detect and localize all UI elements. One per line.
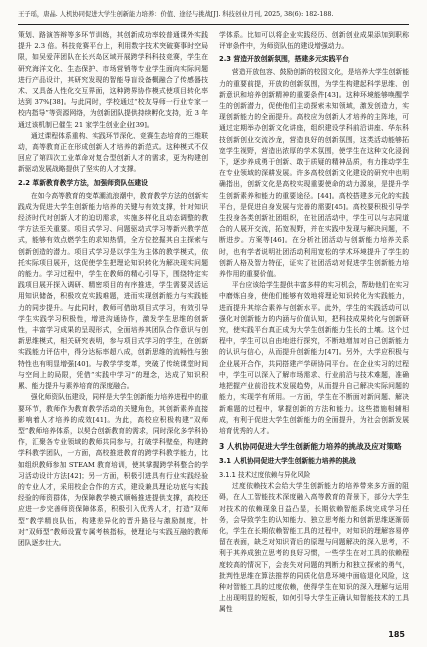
page-number: 185 [388, 630, 405, 639]
body-paragraph: 强化师资队伍建设，同样是大学生创新能力培养进程中的重要环节，教师作为教育教学活动的关键角色，其创新素养直接影响着人才培养的成效[41]。为此，高校应积极构建“双师型”教师培养体系，以契合创新教育的需求，同时深化多学科协作，汇聚各专业领域的教师共同参与，打破学科壁垒，构建跨学科教学团队，一方面，高校推进教育的跨学科教学能力，比如组织教师参加 STEAM 教育培训，使其掌握跨学科整合的学习活动设计方法[42]；另一方面，积极引进具有行业实践经验的专业人才，采用校企合作的方式，建设兼具理论功底与实践经验的师资群体，为保障教学模式顺畅推进提供支撑，高校还应进一步完善师资保障体系，积极引入优秀人才，打造“双师型”教学精良队伍，构建差异化的晋升路径与激励制度，针对“双师型”教师设置专属考核指标，使理论与实践互融的教师团队逐步壮大。 [18, 393, 208, 547]
subsection-heading: 2.3 营造开放创新氛围，搭建多元实践平台 [219, 55, 349, 64]
body-paragraph: 通过课程体系重构、实践环节深化、竞赛生态培育的三维联动，高等教育正在形成创新人才培养的新范式。这种模式不仅回应了第四次工业革命对复合型创新人才的需求，更为构建创新驱动发展战略提供了坚实的人才支撑。 [18, 131, 208, 174]
body-paragraph: 营造开放包容、鼓励创新的校园文化，是培养大学生创新能力的重要前提，开放的创新氛围，为学生构建起科学思维、创新意识和培养创新精神的重要条件[43]。这种环境能够唤醒学生的创新潜力，促使他们主动探索未知领域，激发创造力，实现创新能力的全面提升。高校应为创新人才培养的主阵地，可通过定期举办创新文化讲座，组织建设学科前沿讲座、华东科技创新创业交流沙龙，营造良好的创新氛围，这类活动能够拓宽学生视野，营造出浓厚的学术氛围，使学生在这种文化浸润下，逐步养成勇于创新、敢于质疑的精神品质，有力推动学生在专业领域的深耕发展。许多高校创新文化建设的研究中也明确指出，创新文化是高校实现重要使命的动力源泉，是提升学生创新素养和能力的重要途径。[44]。高校搭建多元化的实践平台，是促进自身发展与完善的需要[45]。高校要积极引导学生投身各类创新社团组织，在社团活动中，学生可以与志同道合的人展开交流，拓宽视野，并在实践中发现与解决问题，不断进步。方案等[46]。在分析社团活动与创新能力培养关系时，也有学者说明社团活动利用宽松的学术环境提升了学生的创新人格及智力特征，证实了社团活动对促进学生创新能力培养作用的重要价值。 [219, 68, 409, 279]
subsection-heading: 3.1 人机协同促进大学生创新能力培养的挑战 [219, 457, 356, 466]
subsection-heading: 2.2 革新教育教学方法，加强师资队伍建设 [18, 178, 148, 187]
subsubsection-heading: 3.1.1 技术过度依赖与异化风险 [219, 471, 311, 480]
body-paragraph: 在如今高等教育的变革潮流浪潮中，教育教学方法的创新实践成为促进大学生创新能力培养的关键与有效支撑，针对知识经济时代对创新人才的迫切需求，实施多样化且动态调整的教学方法至关重要。项目式学习、问题驱动式学习等新兴教学范式，能够有效点燃学生的求知热情，全方位挖掘其自主探索与创新创造的潜力。项目式学习是以学生为主体的教学模式，依托实际项目展开，这促使学生把理论知识转化为解决现实问题的能力。学习过程中，学生在教师的精心引导下，围绕特定实践项目展开探入调研、精密项目的有序推进，学生需要灵活运用知识储备，积极攻克实践难题，进而实现创新能力与实践能力的同步提升。与此同时，教师可借助项目式学习，有效引导学生实践学习积极性，增进沟通协作，激发学生思维的创新性，丰富学习成果的呈现形式，全面培养其团队合作意识与创新思维模式，相关研究表明，参与项目式学习的学生，在创新实践能力评估中，得分达标率超八成，创新思维的流畅性与独特性也有明显增强[40]。与教学学变革，突破了传统课堂时间与空间上的局限，凭借“实践中学习”的理念，达成了知识积累、能力提升与素养培育的深度融合。 [18, 191, 208, 391]
body-paragraph: 学体系。比如可以将企业实践经历、创新创业成果添加到职称评审条件中，为师资队伍的建设增强动力。 [219, 31, 409, 51]
running-header: 王子瑶，唐晶. 人机协同促进大学生创新能力培养：价值、途径与挑战[J]. 科技创业月刊, 2025, 38(6): 182-188. [18, 6, 409, 25]
body-paragraph: 平台应该给学生提供丰富多样的实习机会，帮助他们在实习中磨炼自身，使他们能够有效地将理论知识转化为实践能力，进而提升其综合素养与创新水平。此外，学生的实践活动可以强化对创新能力的内涵与价值认知，把科技成果转化与创新研究，使实践平台真正成为大学生创新能力生长的土壤。这个过程中，学生可以自由地进行探究，不断地增加对自己创新能力的认识与信心，从而提升创新能力[47]。另外，大学应积极与企业展开合作，共同搭建产学研协同平台。在企业实习的过程中，学生可以深入了解市场需求、行业前沿与技术难题，准确地把握产业前沿技术发展趋势，从而提升自己解决实际问题的能力，实现学有所用。一方面，学生在不断面对新问题、解决新难题的过程中，掌握创新的方法和能力。这些措施相辅相成，有利于促进大学生创新能力的全面提升，为社会创新发展培育优秀的人才。 [219, 281, 409, 435]
left-column [18, 30, 208, 626]
body-paragraph: 过度依赖技术会给大学生创新能力的培养带来多方面的阻碍，在人工智能技术深度融入高等教育的背景下，部分大学生对技术的依赖现象日益凸显，长期依赖智能系统完成学习任务，会导致学生的认知能力、独立思考能力和创新思维逐渐弱化，学生在长期依赖智能工具的过程中，对知识的理解容易停留在表面，缺乏对知识背后的原理与问题解决的深入思考，不利于其养成独立思考的良好习惯，一些学生在对工具的依赖程度较高的情况下，会丧失对问题的判断力和独立探索的勇气，批判性思维在算法推荐的同质化信息环境中面临退化风险，这种对智能工具的过度依赖，使得学生在知识的深入理解与运用上出现明显的短板，如何引导大学生正确认知智能技术的工具属性 [219, 482, 409, 614]
body-paragraph: 策划、路演答辩等多环节训练，其创新成功率较普通课外实践提升 2.3 倍。科技竞赛平台上，利用数字技术突破赛事时空局限，如吴爱萍团队在长兴岛区域开展跨学科科技竞赛，学生在研究海洋文化、生态保护、市场营销等专业学生面向实际问题进行产品设计，其研究发现的智能导盲设备概融合了传感器技术、又具备人性化交互界面，这种跨界协作模式使项目转化率达到 37%[38]。与此同时，学校通过“校友导师一行业专家一校内指导”等资源网络，为创新团队提供持续孵化支持，近 3 年通过该机制已催生 21 家学生创业企业[39]。 [18, 31, 208, 129]
section-heading: 3 人机协同促进大学生创新能力培养的挑战及应对策略 [219, 442, 402, 452]
right-column [219, 30, 409, 626]
